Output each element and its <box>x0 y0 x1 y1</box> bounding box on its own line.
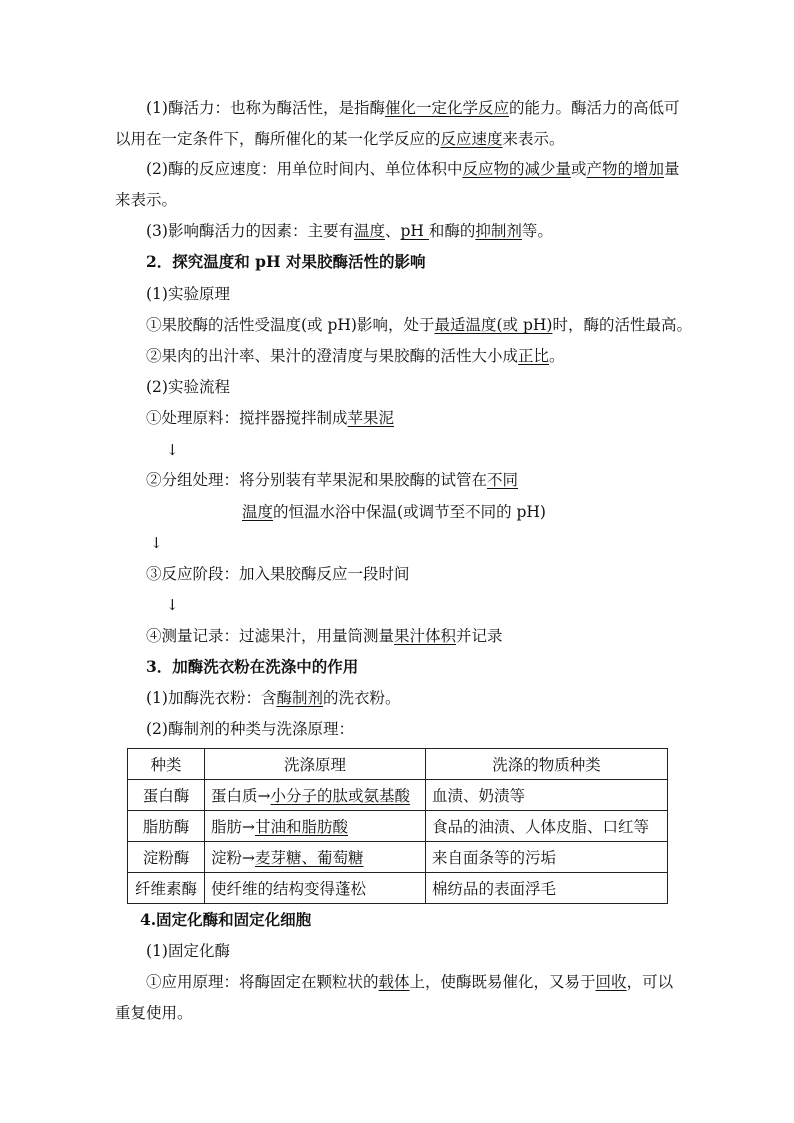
blank-answer: 抑制剂 <box>475 222 522 240</box>
text: ②分组处理：将分别装有苹果泥和果胶酶的试管在 <box>146 471 488 489</box>
blank-answer: 催化一定化学反应 <box>384 99 509 117</box>
text: ①应用原理：将酶固定在颗粒状的 <box>146 973 379 991</box>
text: 时，酶的活性最高。 <box>552 316 692 334</box>
table-cell-principle <box>205 873 426 904</box>
blank-answer: 不同 <box>487 471 519 489</box>
table-header: 种类 <box>128 749 205 780</box>
text: (1)加酶洗衣粉：含 <box>146 689 277 707</box>
paragraph-factors <box>146 221 553 241</box>
procedure-step-3: ③反应阶段：加入果胶酶反应一段时间 <box>146 565 410 583</box>
blank-answer: 温度 <box>242 503 274 521</box>
section-heading-2: 2．探究温度和 pH 对果胶酶活性的影响 <box>146 252 426 271</box>
text: 等。 <box>521 222 553 240</box>
text: 脂肪→ <box>211 818 255 836</box>
procedure-step-4 <box>146 626 503 646</box>
subheading-immobilized-enzyme: (1)固定化酶 <box>146 942 230 960</box>
text: ，可以重复使用。 <box>115 973 674 1022</box>
table-cell-stains: 来自面条等的污垢 <box>426 842 668 873</box>
down-arrow-icon: ↓ <box>150 534 163 552</box>
text: (3)影响酶活力的因素：主要有 <box>146 222 354 240</box>
table-cell-kind: 蛋白酶 <box>128 780 205 811</box>
blank-answer: 正比 <box>518 347 550 365</box>
blank-answer: 苹果泥 <box>347 409 395 427</box>
blank-answer: 酶制剂 <box>276 689 323 707</box>
table-row <box>128 811 668 842</box>
blank-answer: 小分子的肽或氨基酸 <box>270 787 411 805</box>
blank-answer: 回收 <box>595 973 627 991</box>
table-cell-kind: 脂肪酶 <box>128 811 205 842</box>
table-cell-stains: 棉纺品的表面浮毛 <box>426 873 668 904</box>
blank-answer: 载体 <box>378 973 410 991</box>
text: 淀粉→ <box>211 849 255 867</box>
text: 的恒温水浴中保温(或调节至不同的 pH) <box>273 503 546 521</box>
text: (1)酶活力：也称为酶活性，是指酶 <box>146 99 385 117</box>
principle-2 <box>146 346 565 366</box>
procedure-step-2 <box>146 470 518 490</box>
table-cell-principle <box>205 842 426 873</box>
down-arrow-icon: ↓ <box>166 441 179 459</box>
text: 、 <box>384 222 401 240</box>
blank-answer: pH <box>400 222 429 240</box>
subheading-procedure: (2)实验流程 <box>146 378 230 396</box>
text: (2)酶的反应速度：用单位时间内、单位体积中 <box>146 160 463 178</box>
table-cell-kind: 淀粉酶 <box>128 842 205 873</box>
table-cell-kind: 纤维素酶 <box>128 873 205 904</box>
subheading-principle: (1)实验原理 <box>146 285 230 303</box>
text: ①果胶酶的活性受温度(或 pH)影响，处于 <box>146 316 435 334</box>
text: 。 <box>549 347 565 365</box>
blank-answer: 最适温度(或 pH) <box>434 316 553 334</box>
blank-answer: 麦芽糖、葡萄糖 <box>255 849 364 867</box>
blank-answer: 反应物的减少量 <box>462 160 571 178</box>
blank-answer: 产物的增加 <box>586 160 665 178</box>
section-heading-3: 3．加酶洗衣粉在洗涤中的作用 <box>146 657 359 676</box>
down-arrow-icon: ↓ <box>166 596 179 614</box>
text: ①处理原料：搅拌器搅拌制成 <box>146 409 348 427</box>
table-header: 洗涤的物质种类 <box>426 749 668 780</box>
text: 使纤维的结构变得蓬松 <box>211 880 367 898</box>
enzyme-types-intro: (2)酶制剂的种类与洗涤原理： <box>146 720 354 738</box>
table-cell-stains: 血渍、奶渍等 <box>426 780 668 811</box>
text: 和酶的 <box>428 222 476 240</box>
blank-answer: 温度 <box>353 222 385 240</box>
text: 的洗衣粉。 <box>322 689 401 707</box>
text: 量来表示。 <box>115 160 680 209</box>
table-row <box>128 842 668 873</box>
enzyme-table <box>127 748 668 904</box>
procedure-step-2-cont <box>242 502 546 522</box>
table-row <box>128 780 668 811</box>
text: ④测量记录：过滤果汁，用量筒测量 <box>146 627 395 645</box>
text: 蛋白质→ <box>211 787 271 805</box>
table-cell-principle <box>205 780 426 811</box>
detergent-definition <box>146 688 401 708</box>
text: 来表示。 <box>502 129 565 148</box>
section-heading-4: 4.固定化酶和固定化细胞 <box>140 910 312 929</box>
table-row <box>128 873 668 904</box>
text: 或 <box>570 160 587 178</box>
table-header: 洗涤原理 <box>205 749 426 780</box>
procedure-step-1 <box>146 408 394 428</box>
paragraph-reaction-rate <box>115 154 681 215</box>
text: 上，使酶既易催化，又易于 <box>409 973 596 991</box>
text: ②果肉的出汁率、果汁的澄清度与果胶酶的活性大小成 <box>146 347 519 365</box>
paragraph-enzyme-activity <box>115 93 681 154</box>
blank-answer: 果汁体积 <box>394 627 457 645</box>
table-header-row <box>128 749 668 780</box>
principle-1 <box>146 315 692 335</box>
paragraph-application <box>115 967 681 1028</box>
table-cell-principle <box>205 811 426 842</box>
text: 的能力。酶活力的高低可以用在一定条件下，酶所催化的某一化学反应的 <box>115 99 680 148</box>
blank-answer: 反应速度 <box>440 129 503 148</box>
blank-answer: 甘油和脂肪酸 <box>255 818 349 836</box>
text: 并记录 <box>456 627 503 645</box>
table-cell-stains: 食品的油渍、人体皮脂、口红等 <box>426 811 668 842</box>
